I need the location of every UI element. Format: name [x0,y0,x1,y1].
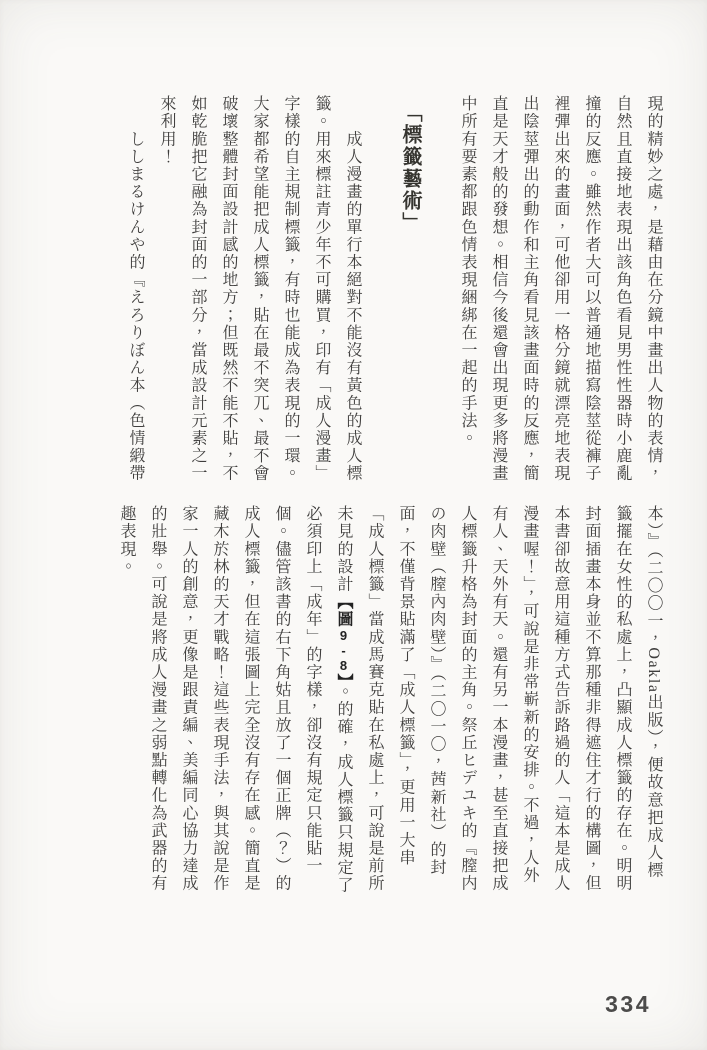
text-column: 個。儘管該書的右下角姑且放了一個正牌（？）的 [273,505,290,893]
text-column: 中所有要素都跟色情表現綑綁在一起的手法。 [459,95,476,447]
text-column: 破壞整體封面設計感的地方；但既然不能不貼，不 [220,95,237,483]
bottom-text-block [118,505,662,897]
text-column: 封面插畫本身並不算那種非得遮住才行的構圖，但 [583,505,600,893]
text-column: 自然且直接地表現出該角色看見男性性器時小鹿亂 [614,95,631,483]
text-column: 成人標籤，但在這張圖上完全沒有存在感。簡直是 [242,505,259,893]
text-column: 面，不僅背景貼滿了「成人標籤」，更用一大串 [397,505,414,867]
text-column: 「成人標籤」當成馬賽克貼在私處上，可說是前所 [366,505,383,893]
text-column: 撞的反應。雖然作者大可以普通地描寫陰莖從褲子 [583,95,600,483]
text-column: 現的精妙之處，是藉由在分鏡中畫出人物的表情， [645,95,662,483]
text-column: の肉壁（膣內肉壁）』（二〇一〇，茜新社）的封 [428,505,445,877]
text-column: 漫畫喔！」，可說是非常嶄新的安排。不過，人外 [521,505,538,885]
text-column: 成人漫畫的單行本絕對不能沒有黃色的成人標 [344,95,361,483]
text-column: 人標籤升格為封面的主角。祭丘ヒデユキ的『膣内 [459,505,476,893]
text-column: 藏木於林的天才戰略！這些表現手法，與其說是作 [211,505,228,893]
text-column: 必須印上「成年」的字樣，卻沒有規定只能貼一 [304,505,321,875]
text-column: ししまるけんや的『えろりぼん本（色情緞帶 [127,95,144,483]
page-number: 334 [605,991,651,1017]
text-column: 家一人的創意，更像是跟責編、美編同心協力達成 [180,505,197,893]
text-column: 直是天才般的發想。相信今後還會出現更多將漫畫 [490,95,507,483]
text-column: 本書卻故意用這種方式告訴路過的人「這本是成人 [552,505,569,893]
text-column: 來利用！ [158,95,175,166]
text-column: 出陰莖彈出的動作和主角看見該畫面時的反應，簡 [521,95,538,483]
figure-reference: 【圖9-8】 [335,593,352,683]
text-column: 未見的設計【圖9-8】。的確，成人標籤只規定了 [335,505,352,895]
text-column: 的壯舉。可說是將成人漫畫之弱點轉化為武器的有 [149,505,166,893]
top-text-block [127,95,662,487]
text-column: 有人、天外有天。還有另一本漫畫，甚至直接把成 [490,505,507,893]
text-column: 籤。用來標註青少年不可購買，印有「成人漫畫」 [313,95,330,483]
text-column: 趣表現。 [118,505,135,576]
text-column: 大家都希望能把成人標籤，貼在最不突兀、最不會 [251,95,268,483]
section-heading: 「標籤藝術」 [399,102,421,234]
text-column: 裡彈出來的畫面，可他卻用一格分鏡就漂亮地表現 [552,95,569,483]
text-column: 本）』（二〇〇一，Oakla出版），便故意把成人標 [645,505,662,880]
text-column: 如乾脆把它融為封面的一部分，當成設計元素之一 [189,95,206,483]
text-column: 字樣的自主規制標籤，有時也能成為表現的一環。 [282,95,299,483]
text-column: 籤擺在女性的私處上，凸顯成人標籤的存在。明明 [614,505,631,893]
